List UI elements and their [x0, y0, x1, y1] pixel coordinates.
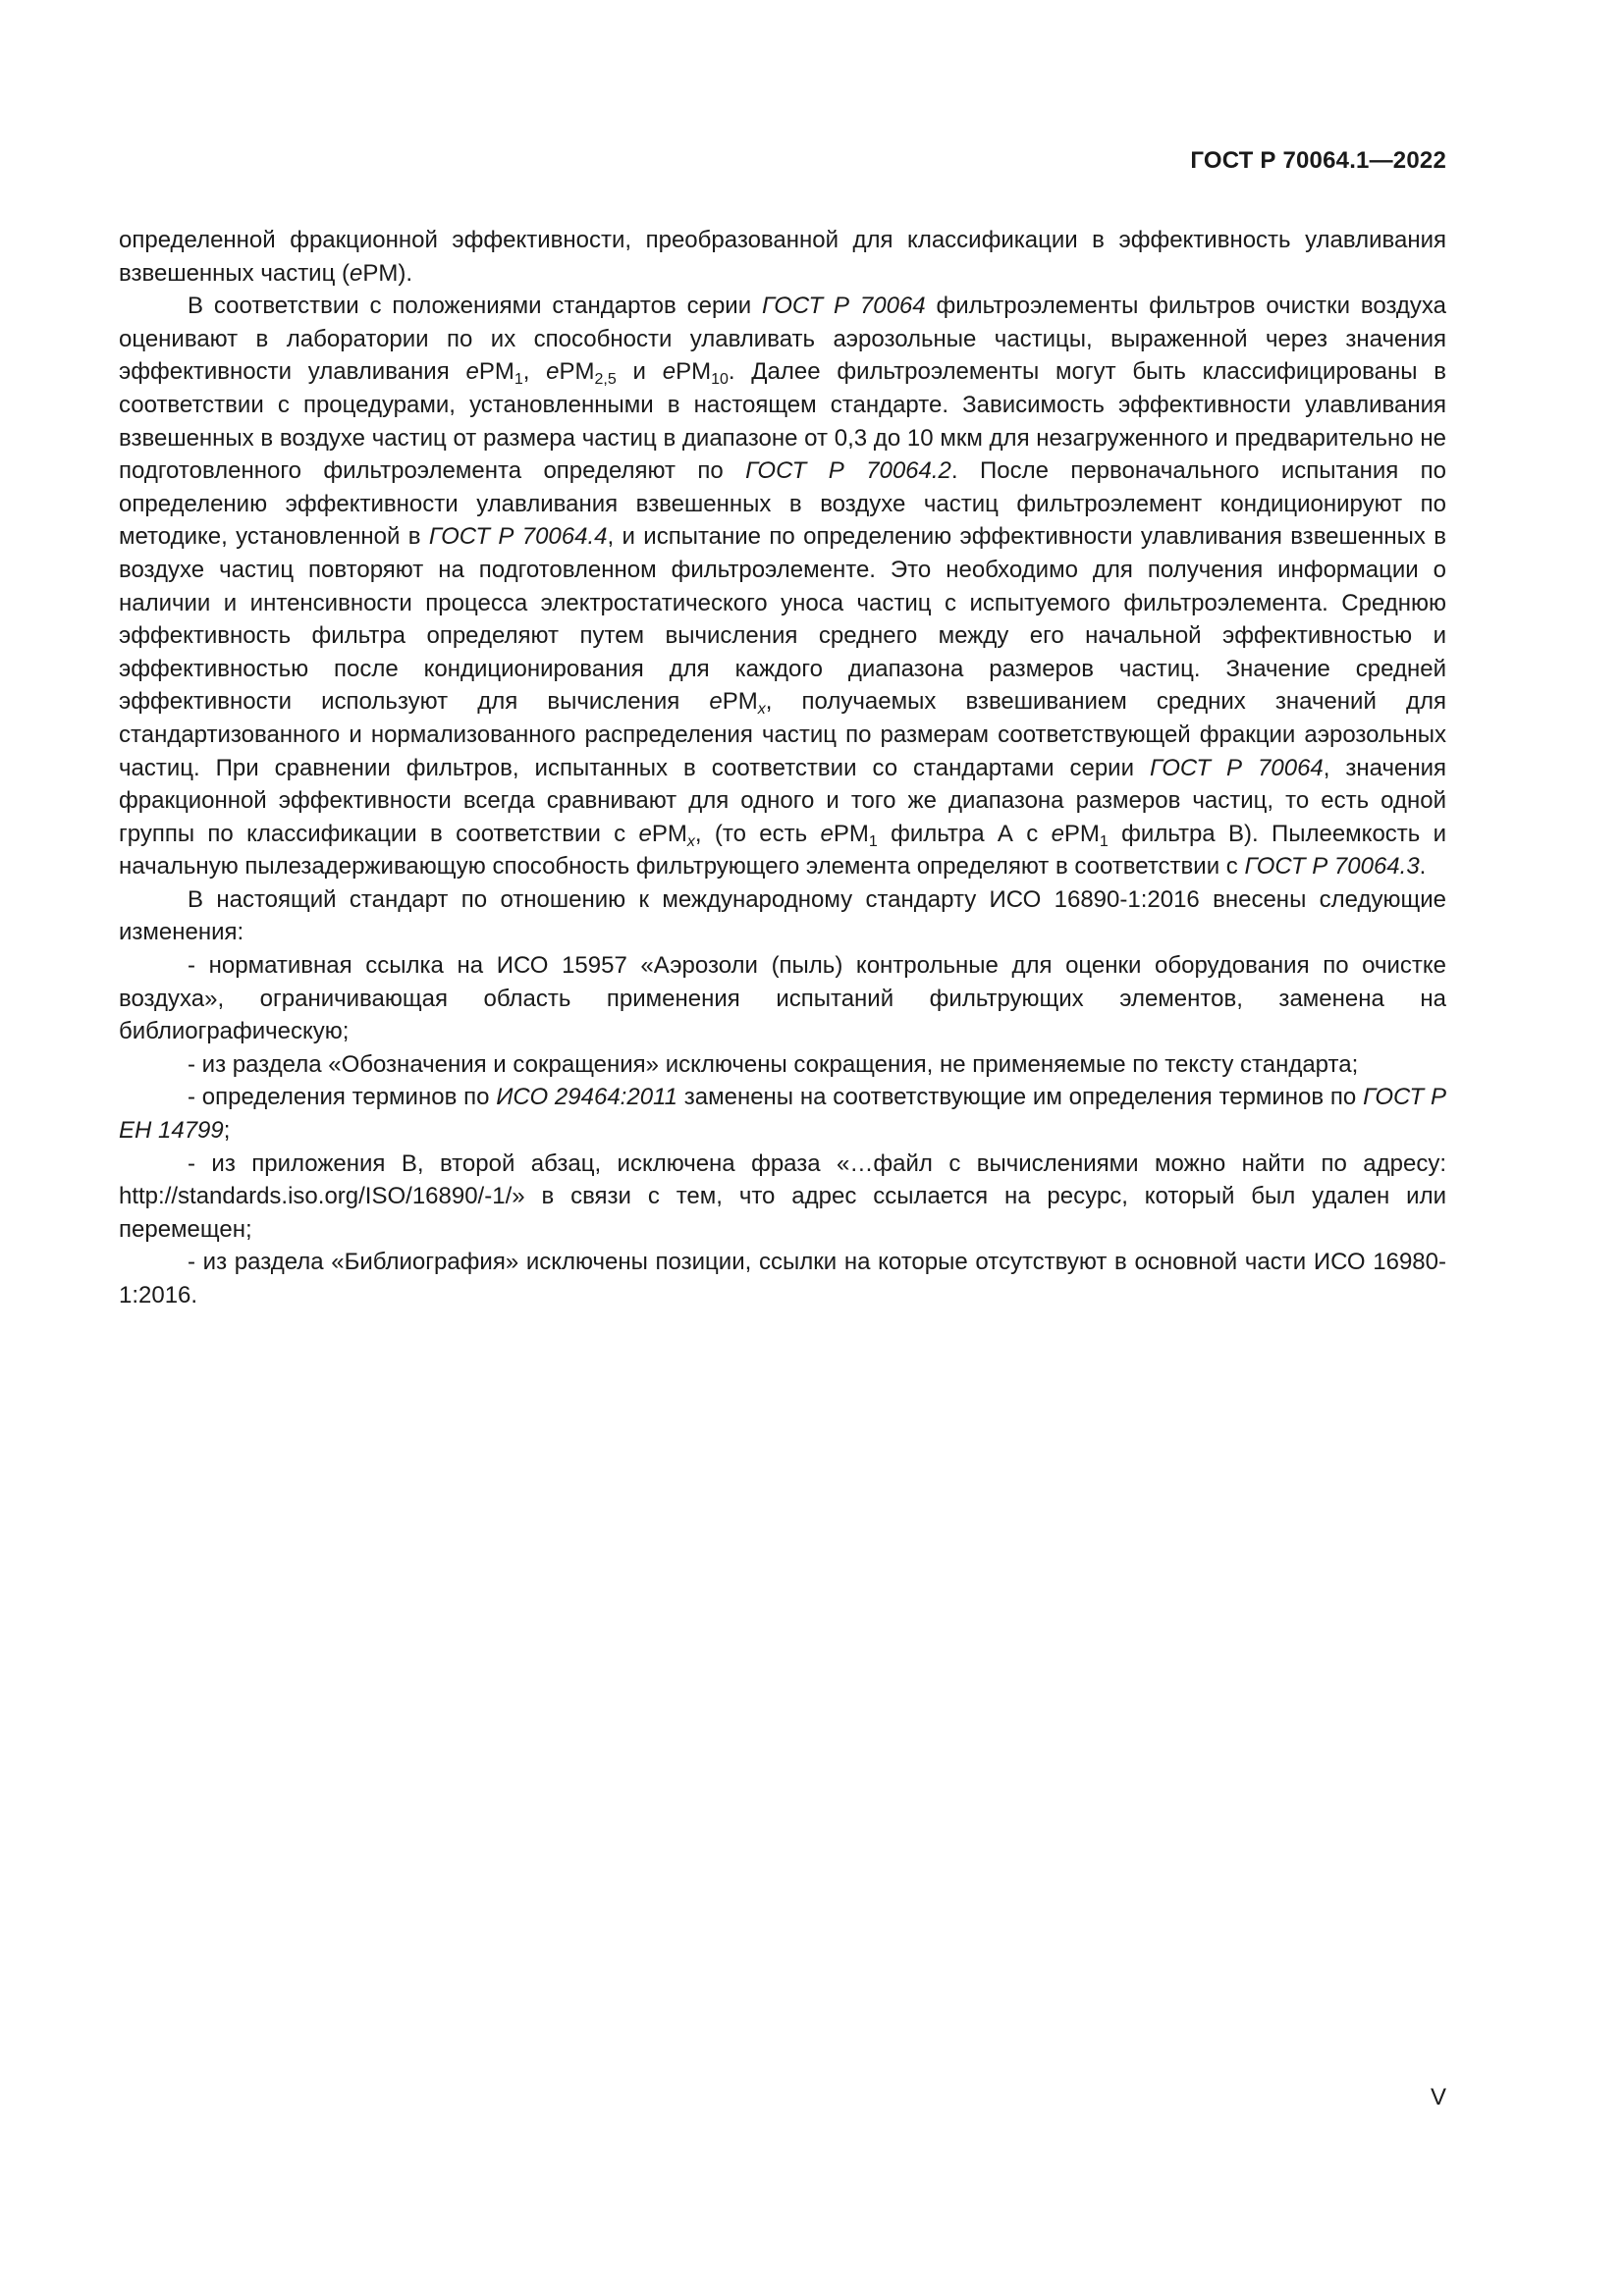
pm-subscript: 1: [868, 832, 878, 850]
standard-reference: ГОСТ Р ЕН 14799: [119, 1084, 1446, 1145]
text-run: В соответствии с положениями стандартов серии: [188, 293, 762, 320]
standard-reference: ГОСТ Р 70064: [1149, 754, 1324, 781]
pm-subscript: 2,5: [594, 371, 617, 389]
pm-symbol: PM: [676, 358, 712, 386]
italic-e: e: [546, 358, 560, 386]
text-run: - определения терминов по: [188, 1084, 497, 1111]
standard-reference: ГОСТ Р 70064.3: [1244, 853, 1420, 881]
text-run: PM).: [362, 259, 413, 287]
page-number: V: [1430, 2084, 1446, 2110]
document-body: [119, 224, 1446, 1312]
text-run: фильтра В). Пылеемкость и начальную пылезадерживающую способность фильтрующего элемента определяют в соответствии с: [119, 820, 1447, 881]
paragraph-series-description: [119, 290, 1446, 883]
text-run: фильтроэлементы фильтров очистки воздуха оценивают в лаборатории по их способности улавливать аэрозольные частицы, выраженной через значения эффективности улавливания: [119, 293, 1447, 386]
pm-subscript-x: x: [686, 832, 695, 850]
italic-e: e: [1051, 820, 1064, 847]
pm-subscript: 1: [514, 371, 523, 389]
text-run: .: [1419, 853, 1427, 881]
text-run: заменены на соответствующие им определения терминов по: [677, 1084, 1364, 1111]
italic-e: e: [465, 358, 479, 386]
text-run: , получаемых взвешиванием средних значений для стандартизованного и нормализованного распределения частиц по размерам соответствующей фракции аэрозольных частиц. При сравнении фильтров, испытанных в соответствии со стандартами серии: [119, 688, 1446, 781]
pm-symbol: PM: [651, 820, 687, 847]
text-run: ,: [522, 358, 547, 386]
pm-symbol: PM: [722, 688, 758, 716]
text-run: определенной фракционной эффективности, преобразованной для классификации в эффективность улавливания взвешенных частиц (: [119, 227, 1446, 287]
standard-reference: ИСО 29464:2011: [496, 1084, 677, 1111]
text-run: . После первоначального испытания по определению эффективности улавливания взвешенных в воздухе частиц фильтроэлемент кондиционируют по методике, установленной в: [119, 457, 1447, 551]
text-run: , (то есть: [694, 820, 821, 847]
paragraph-changes-intro: В настоящий стандарт по отношению к международному стандарту ИСО 16890-1:2016 внесены следующие изменения:: [119, 885, 1446, 946]
italic-e: e: [638, 820, 652, 847]
pm-symbol: PM: [1063, 820, 1100, 847]
text-run: и: [616, 358, 663, 386]
change-item-annex-b: - из приложения В, второй абзац, исключена фраза «…файл с вычислениями можно найти по адресу: http://standards.iso.org/ISO/16890/-1/» в связи с тем, что адрес ссылается на ресурс, который был удален или перемещен;: [119, 1149, 1446, 1243]
text-run: , значения фракционной эффективности всегда сравнивают для одного и того же диапазона размеров частиц, то есть одной группы по классификации в соответствии с: [119, 754, 1447, 847]
pm-symbol: PM: [559, 358, 595, 386]
text-run: . Далее фильтроэлементы могут быть классифицированы в соответствии с процедурами, установленными в настоящем стандарте. Зависимость эффективности улавливания взвешенных в воздухе частиц от размера частиц в диапазоне от 0,3 до 10 мкм для незагруженного и предварительно не подготовленного фильтроэлемента определяют по: [119, 358, 1446, 485]
standard-reference: ГОСТ Р 70064: [761, 293, 926, 320]
standard-reference: ГОСТ Р 70064.2: [745, 457, 951, 485]
document-code-header: ГОСТ Р 70064.1—2022: [1190, 147, 1446, 174]
change-item-term-definitions: [119, 1081, 1446, 1147]
change-item-abbreviations: - из раздела «Обозначения и сокращения» исключены сокращения, не применяемые по тексту стандарта;: [188, 1050, 1359, 1078]
pm-symbol: PM: [833, 820, 869, 847]
italic-e: e: [709, 688, 723, 716]
change-item-bibliography: - из раздела «Библиография» исключены позиции, ссылки на которые отсутствуют в основной части ИСО 16980-1:2016.: [119, 1249, 1446, 1308]
pm-subscript-x: x: [757, 701, 766, 719]
text-run: фильтра А с: [877, 820, 1052, 847]
paragraph-intro-continuation: [119, 224, 1446, 290]
italic-e: e: [820, 820, 834, 847]
pm-symbol: PM: [478, 358, 514, 386]
pm-subscript: 1: [1099, 832, 1109, 850]
standard-reference: ГОСТ Р 70064.4: [428, 523, 608, 551]
text-run: ;: [223, 1117, 231, 1145]
text-run: , и испытание по определению эффективности улавливания взвешенных в воздухе частиц повторяют на подготовленном фильтроэлементе. Это необходимо для получения информации о наличии и интенсивности процесса электростатического уноса частиц с испытуемого фильтроэлемента. Среднюю эффективность фильтра определяют путем вычисления среднего между его начальной эффективностью и эффективностью после кондиционирования для каждого диапазона размеров частиц. Значение средней эффективности используют для вычисления: [119, 523, 1446, 716]
italic-e: e: [350, 259, 363, 287]
pm-subscript: 10: [711, 371, 729, 389]
change-item-normative-reference: - нормативная ссылка на ИСО 15957 «Аэрозоли (пыль) контрольные для оценки оборудования по очистке воздуха», ограничивающая область применения испытаний фильтрующих элементов, заменена на библиографическую;: [119, 952, 1446, 1045]
italic-e: e: [662, 358, 677, 386]
